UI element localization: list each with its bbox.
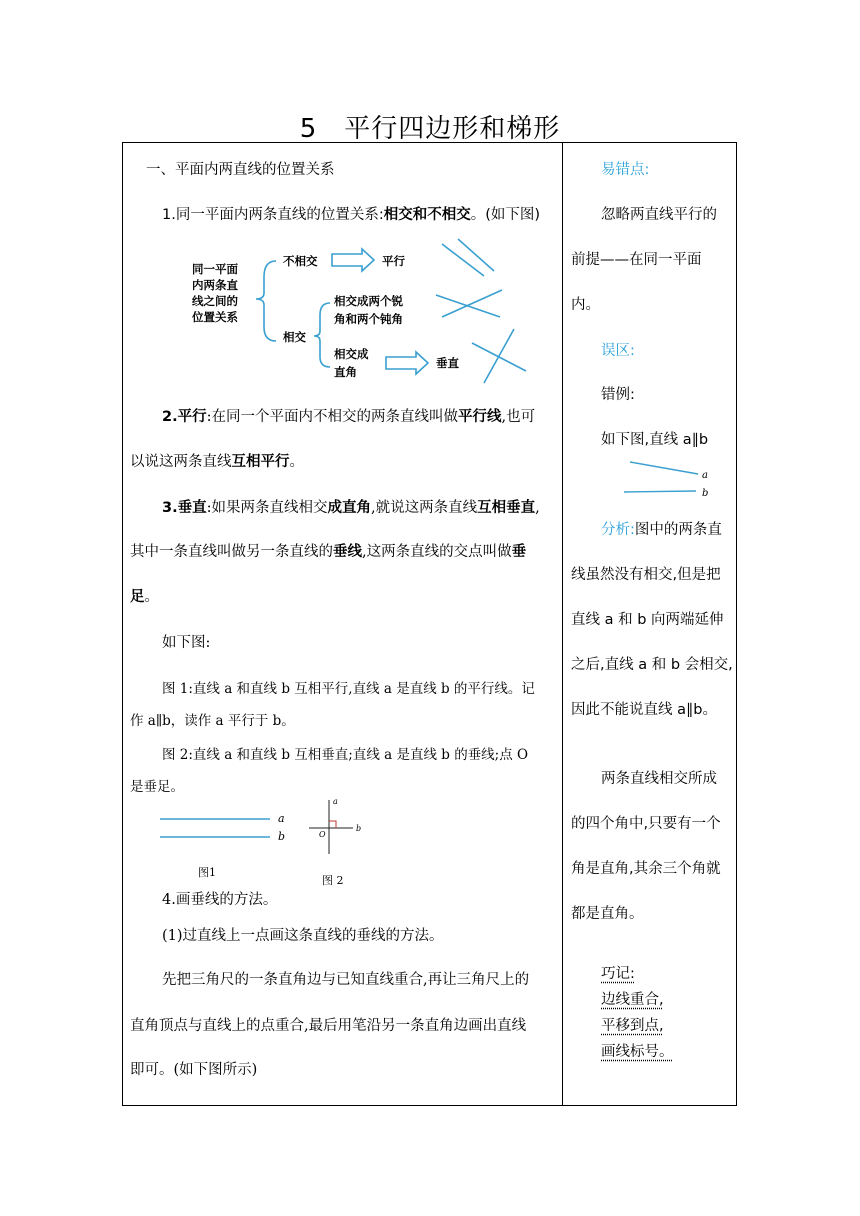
right-angle-line-2: 直角	[334, 365, 357, 379]
error-text-line-2: 前提——在同一平面	[571, 252, 702, 268]
figure-2-label-o: O	[319, 830, 326, 839]
mini-label-a: a	[702, 470, 708, 481]
figure-1-label-a: a	[278, 812, 285, 825]
analysis-line-4: 之后,直线 a 和 b 会相交,	[571, 657, 733, 673]
figure-1-caption: 图1	[198, 866, 216, 879]
figure-2-description-line-2: 是垂足。	[130, 779, 184, 795]
position-relationship-diagram	[180, 235, 520, 385]
diagram-root-label	[191, 262, 238, 324]
figure-1-parallel	[158, 806, 298, 879]
page-title: 5 平行四边形和梯形	[299, 114, 561, 144]
section-4-subheading: (1)过直线上一点画这条直线的垂线的方法。	[162, 928, 444, 944]
root-brace	[256, 261, 276, 341]
figure-2-label-b: b	[356, 824, 362, 833]
section-4-body-line-2: 直角顶点与直线上的点重合,最后用笔沿另一条直角边画出直线	[130, 1018, 527, 1034]
analysis-line-5: 因此不能说直线 a∥b。	[571, 702, 717, 718]
figure-2-perpendicular	[305, 796, 375, 888]
note-line-1: 两条直线相交所成	[601, 771, 717, 787]
figure-2-caption: 图 2	[322, 874, 344, 887]
misconception-label: 误区:	[601, 343, 635, 359]
section-heading: 一、平面内两直线的位置关系	[146, 162, 335, 178]
right-angle-line-1: 相交成	[334, 347, 369, 361]
root-line-2: 内两条直	[192, 278, 238, 292]
paragraph-1: 1.同一平面内两条直线的位置关系:相交和不相交。(如下图)	[162, 207, 541, 223]
wrong-example-label: 错例:	[601, 387, 635, 403]
mnemonic-line-3: 画线标号。	[601, 1044, 674, 1060]
example-text: 如下图,直线 a∥b	[601, 432, 709, 448]
mini-line-a	[630, 462, 698, 474]
paragraph-3-line-1: 3.垂直:如果两条直线相交成直角,就说这两条直线互相垂直,	[162, 500, 540, 516]
mini-label-b: b	[702, 488, 709, 499]
analysis-line-1: 分析:图中的两条直	[601, 522, 722, 538]
error-text-line-3: 内。	[571, 297, 600, 313]
paragraph-3-line-3: 足。	[130, 589, 159, 605]
perpendicular-label: 垂直	[436, 356, 459, 370]
parallel-line-2	[458, 239, 494, 271]
section-4-heading: 4.画垂线的方法。	[162, 892, 278, 908]
intersect-label: 相交	[283, 330, 306, 344]
right-angle-mark	[329, 821, 336, 828]
column-divider	[562, 142, 563, 1106]
root-line-4: 位置关系	[192, 310, 238, 324]
acute-obtuse-line-2: 角和两个钝角	[334, 312, 403, 326]
root-line-3: 线之间的	[192, 294, 238, 308]
as-below-text: 如下图:	[162, 635, 211, 651]
figure-1-label-b: b	[278, 830, 286, 843]
figure-2-label-a: a	[333, 797, 338, 806]
analysis-line-3: 直线 a 和 b 向两端延伸	[571, 612, 724, 628]
analysis-line-2: 线虽然没有相交,但是把	[571, 567, 721, 583]
root-line-1: 同一平面	[192, 262, 238, 276]
section-4-body-line-3: 即可。(如下图所示)	[130, 1062, 258, 1078]
mini-line-b	[624, 491, 696, 492]
arrow-to-perpendicular-icon	[386, 352, 428, 374]
figure-2-description-line-1: 图 2:直线 a 和直线 b 互相垂直;直线 a 是直线 b 的垂线;点 O	[162, 747, 529, 763]
arrow-to-parallel-icon	[332, 249, 374, 271]
mnemonic-line-1: 边线重合,	[601, 992, 664, 1008]
note-line-2: 的四个角中,只要有一个	[571, 816, 721, 832]
note-line-3: 角是直角,其余三个角就	[571, 861, 721, 877]
parallel-label: 平行	[382, 254, 405, 268]
non-parallel-mini-figure	[620, 458, 720, 502]
paragraph-2-line-2: 以说这两条直线互相平行。	[130, 454, 304, 470]
paragraph-3-line-2: 其中一条直线叫做另一条直线的垂线,这两条直线的交点叫做垂	[130, 544, 527, 560]
perpendicular-line-2	[484, 329, 514, 383]
oblique-line-2	[442, 290, 502, 317]
paragraph-2-line-1: 2.平行:在同一个平面内不相交的两条直线叫做平行线,也可	[162, 409, 536, 425]
error-text-line-1: 忽略两直线平行的	[601, 207, 717, 223]
mnemonic-line-2: 平移到点,	[601, 1018, 664, 1034]
section-4-body-line-1: 先把三角尺的一条直角边与已知直线重合,再让三角尺上的	[162, 972, 530, 988]
figure-1-description-line-1: 图 1:直线 a 和直线 b 互相平行,直线 a 是直线 b 的平行线。记	[162, 681, 535, 697]
acute-obtuse-line-1: 相交成两个锐	[334, 294, 403, 308]
error-prone-label: 易错点:	[601, 162, 650, 178]
mnemonic-label: 巧记:	[601, 966, 635, 982]
note-line-4: 都是直角。	[571, 906, 644, 922]
not-intersect-label: 不相交	[283, 254, 318, 268]
parallel-line-1	[442, 244, 484, 276]
intersect-brace	[314, 303, 330, 367]
figure-1-description-line-2: 作 a∥b，读作 a 平行于 b。	[130, 713, 295, 729]
